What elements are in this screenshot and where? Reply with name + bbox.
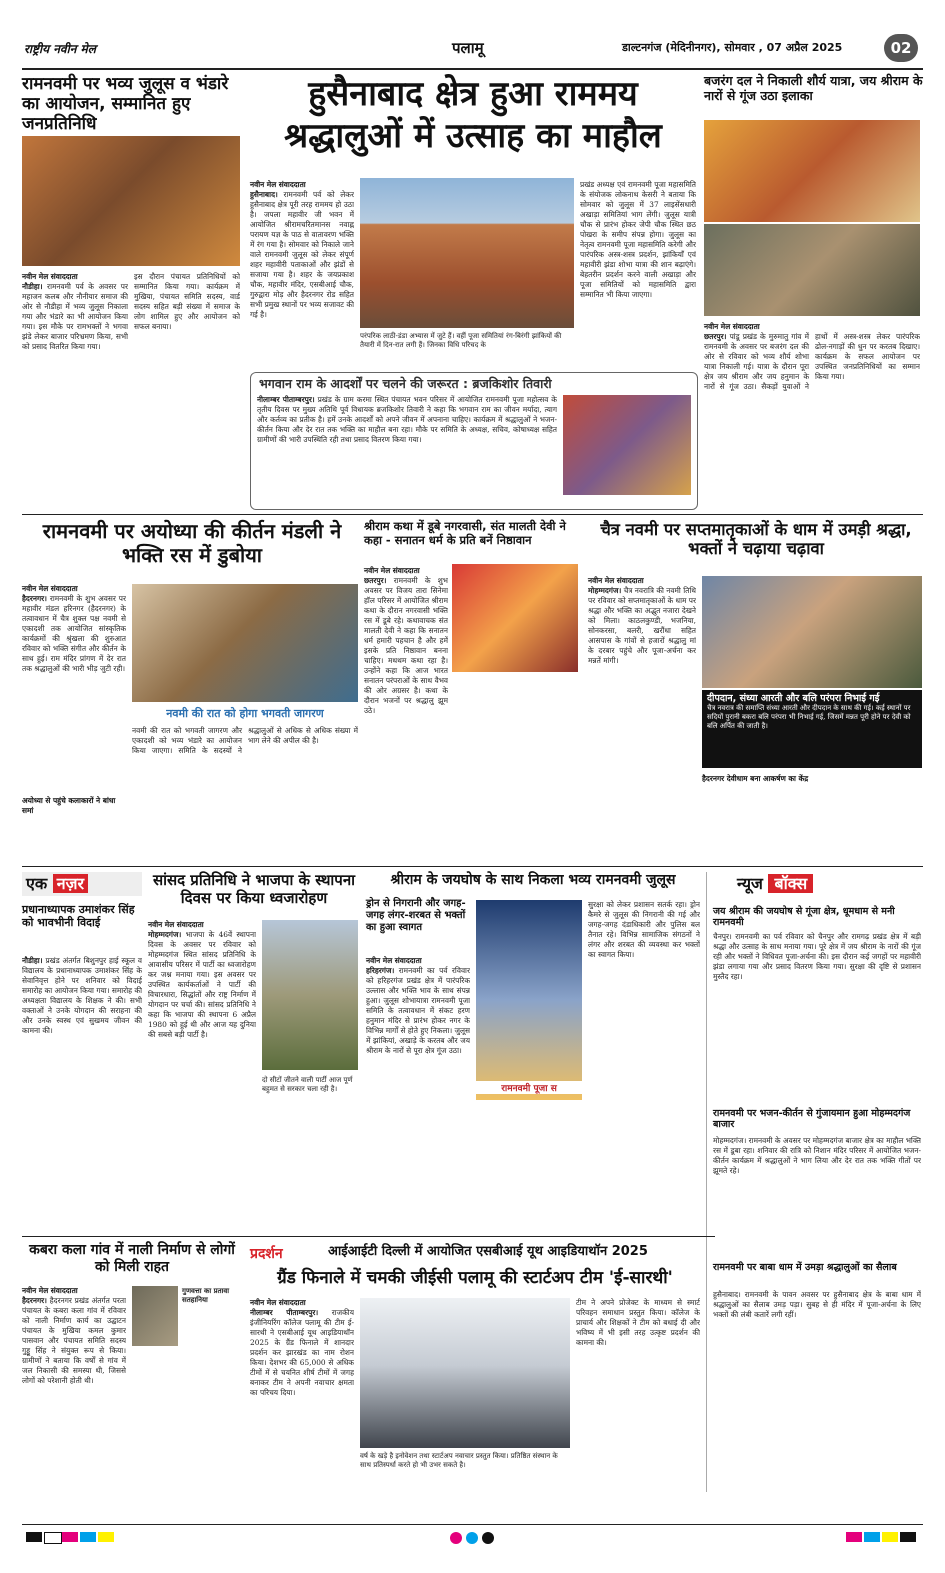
body: छतरपुर। रामनवमी के शुभ अवसर पर विजय तारा सिनेमा हॉल परिसर में आयोजित श्रीराम कथा के दौरान नगरवासी भक्ति रस में डूबे रहे। कथावाचक संत मालती देवी ने कहा कि सनातन धर्म हमारी पहचान है और हमें इसके प्रति निष्ठावान बनना चाहिए। मथथम कथा रहा है। उन्होंने कहा कि आज भारत सनातन परंपराओं के साथ वैभव की ओर अग्रसर है। कथा के दौरान भजनों पर श्रद्धालु झूम उठे।	[364, 576, 448, 715]
program-photo	[563, 395, 691, 495]
body: मोहम्मदगंज। भाजपा के 46वें स्थापना दिवस के अवसर पर रविवार को मोहम्मदगंज स्थित सांसद प्रतिनिधि के आवासीय परिसर में पार्टी का ध्वजारोहण कर जश्न मनाया गया। इस अवसर पर उपस्थित कार्यकर्ताओं ने पार्टी की विचारधारा, सिद्धांतों और राष्ट्र निर्माण में योगदान पर चर्चा की। सांसद प्रतिनिधि ने कहा कि भाजपा की स्थापना 6 अप्रैल 1980 को हुई थी और आज यह दुनिया की सबसे बड़ी पार्टी है।	[148, 930, 256, 1039]
page-number: 02	[884, 34, 918, 62]
registration-mark	[62, 1532, 78, 1542]
sub-heading: हैदरनगर देवीधाम बना आकर्षण का केंद्र	[702, 774, 809, 783]
body-2: नवमी की रात को भगवती जागरण और एकादशी को भव्य भंडारे का आयोजन किया जाएगा। समिति के सदस्यों ने श्रद्धालुओं से अधिक से अधिक संख्या में भाग लेने की अपील की है।	[132, 726, 358, 755]
headline: आईआईटी दिल्ली में आयोजित एसबीआई यूथ आइडियाथॉन 2025	[328, 1244, 648, 1259]
story-pradarshan	[250, 1242, 700, 1512]
story-bjp-sthapna	[148, 872, 360, 1232]
byline: नवीन मेल संवाददाता	[704, 322, 760, 331]
label-news: न्यूज	[737, 874, 763, 893]
news-box	[706, 872, 924, 1492]
headline-2: रामनवमी पर भजन-कीर्तन से गुंजायमान हुआ मोहम्मदगंज बाजार	[713, 1108, 911, 1131]
idol-photo	[476, 900, 582, 1100]
body: हैदरनगर। रामनवमी के शुभ अवसर पर महावीर मंडल हरिनगर (हैदरनगर) के तत्वावधान में चैत्र शुक्ल पक्ष नवमी से एकादशी तक आयोजित सांस्कृतिक कार्यक्रमों की श्रृंखला की शुरुआत रविवार को भक्ति संगीत और कीर्तन के साथ हुई। राम मंदिर प्रांगण में देर रात तक श्रद्धालुओं की भारी भीड़ जुटी रही।	[22, 594, 126, 673]
inset-title: नवमी की रात को होगा भगवती जागरण	[166, 707, 324, 720]
headline: सांसद प्रतिनिधि ने भाजपा के स्थापना दिवस पर किया ध्वजारोहण	[152, 871, 356, 907]
story-kabra-kala	[22, 1242, 242, 1512]
registration-mark	[26, 1532, 42, 1542]
caption-box	[702, 690, 922, 768]
yatra-photo-1	[704, 120, 920, 222]
pradarshan-tag: प्रदर्शन	[250, 1246, 283, 1262]
body-col-2: इस दौरान पंचायत प्रतिनिधियों को सम्मानित किया गया। कार्यक्रम में मुखिया, पंचायत समिति सदस्य, वार्ड सदस्य सहित बड़ी संख्या में समाज के लोग शामिल हुए और आयोजन को सफल बनाया।	[134, 272, 240, 331]
label-ek: एक	[26, 874, 48, 893]
footer-rule	[22, 1524, 923, 1525]
flag-hoisting-photo	[262, 920, 358, 1070]
body-col-1: नौडीहा। रामनवमी पर्व के अवसर पर महाजन कलब और नौनीयार समाज की ओर से नौडीहा में भव्य जुलूस निकाला गया और भंडारे का भी आयोजन किया गया। इस मौके पर रामभक्तों ने भगवा झंडे लेकर बाजार परिभ्रमण किया, सभी को प्रसाद वितरित किया गया।	[22, 282, 128, 351]
story-ramnavami-julus	[366, 872, 700, 1232]
byline: नवीन मेल संवाददाता	[22, 1286, 78, 1295]
team-photo	[360, 1298, 570, 1448]
story-julus-bhandara	[22, 74, 242, 484]
headline: रामनवमी पर अयोध्या की कीर्तन मंडली ने भक्ति रस में डुबोया	[42, 519, 342, 567]
masthead-rule	[22, 68, 923, 70]
body-3: हुसैनाबाद। रामनवमी के पावन अवसर पर हुसैनाबाद क्षेत्र के बाबा धाम में श्रद्धालुओं का सैलाब उमड़ पड़ा। सुबह से ही मंदिर में पूजा-अर्चना के लिए भक्तों की लंबी कतारें लगी रहीं।	[713, 1290, 921, 1319]
body-2: सुरक्षा को लेकर प्रशासन सतर्क रहा। ड्रोन कैमरे से जुलूस की निगरानी की गई और जगह-जगह दंडाधिकारी और पुलिस बल तैनात रहे। विभिन्न सामाजिक संगठनों ने लंगर और शरबत की व्यवस्था कर भक्तों का स्वागत किया।	[588, 900, 700, 959]
body: हरिहरगंज। रामनवमी का पर्व रविवार को हरिहरगंज प्रखंड क्षेत्र में पारंपरिक उल्लास और भक्ति भाव के साथ संपन्न हुआ। जुलूस शोभायात्रा रामनवमी पूजा समिति के तत्वावधान में संकट हरण हनुमान मंदिर से प्रारंभ होकर नगर के विभिन्न मार्गों से होते हुए निकला। जुलूस में झांकियां, अखाड़े के करतब और जय श्रीराम के नारों से पूरा क्षेत्र गूंज उठा।	[366, 966, 470, 1055]
headline: प्रधानाध्यापक उमाशंकर सिंह को भावभीनी विदाई	[22, 903, 135, 929]
byline: नवीन मेल संवाददाता	[22, 272, 78, 281]
registration-mark	[44, 1532, 62, 1544]
sub-heading: अयोध्या से पहुंचे कलाकारों ने बांधा समां	[22, 796, 116, 815]
dateline: डाल्टनगंज (मेदिनीनगर), सोमवार , 07 अप्रैल 2025	[622, 41, 843, 54]
photo-label: रामनवमी पूजा स	[476, 1081, 582, 1094]
body: छतरपुर। पांडू प्रखंड के मुरुमातु गांव में रामनवमी के अवसर पर बजरंग दल की ओर से रविवार को भव्य शौर्य शोभा यात्रा निकाली गई। यात्रा के दौरान पूरा क्षेत्र जय श्रीराम और जय हनुमान के नारों से गूंज उठा। सैकड़ों युवाओं ने हाथों में अस्त्र-शस्त्र लेकर पारंपरिक ढोल-नगाड़ों की धुन पर करतब दिखाए। कार्यक्रम के सफल आयोजन पर उपस्थित जनप्रतिनिधियों का सम्मान किया गया।	[704, 332, 920, 391]
photo-caption: परंपरिक लाठी-डंडा अभ्यास में जुटे हैं। वहीं पूजा समितियां रंग-बिरंगी झांकियों की तैयारी में दिन-रात लगी हैं। जिनका विधि परिचद के	[360, 332, 562, 350]
katha-photo	[452, 564, 578, 672]
body-2: टीम ने अपने प्रोजेक्ट के माध्यम से स्मार्ट परिवहन समाधान प्रस्तुत किया। कॉलेज के प्राचार्य और शिक्षकों ने टीम को बधाई दी और भविष्य में भी इसी तरह उत्कृष्ट प्रदर्शन की कामना की।	[576, 1298, 700, 1347]
registration-mark	[98, 1532, 114, 1542]
byline: नवीन मेल संवाददाता	[366, 956, 422, 965]
registration-mark	[466, 1532, 478, 1544]
headline: भगवान राम के आदर्शों पर चलने की जरूरत : ब्रजकिशोर तिवारी	[259, 376, 552, 391]
headline: श्रीराम के जयघोष के साथ निकला भव्य रामनवमी जुलूस	[390, 872, 676, 888]
body: नीलाम्बर पीताम्बरपुर। प्रखंड के ग्राम करमा स्थित पंचायत भवन परिसर में आयोजित रामनवमी पूजा महोत्सव के तृतीय दिवस पर मुख्य अतिथि पूर्व विधायक ब्रजकिशोर तिवारी ने कहा कि भगवान राम का जीवन मर्यादा, त्याग और कर्तव्य का प्रतीक है। हमें उनके आदर्शों को अपने जीवन में अपनाना चाहिए। कार्यक्रम में श्रद्धालुओं ने भजन-कीर्तन किया और देर रात तक भक्ति का माहौल बना रहा। मौके पर समिति के अध्यक्ष, सचिव, कोषाध्यक्ष सहित ग्रामीणों की भारी उपस्थिति रही तथा प्रसाद वितरण किया गया।	[257, 395, 557, 444]
paper-name: राष्ट्रीय नवीन मेल	[24, 42, 96, 56]
story-husainabad	[250, 74, 696, 370]
news-box-label	[737, 872, 917, 896]
ek-nazar-label	[22, 872, 142, 896]
registration-mark	[864, 1532, 880, 1542]
body-b: प्रखंड अध्यक्ष एवं रामनवमी पूजा महासमिति के संयोजक लोकनाथ केसरी ने बताया कि सोमवार को जुलूस में 37 लाइसेंसधारी अखाड़ा समितियां भाग लेंगी। जुलूस यात्री चौक से प्रारंभ होकर जेपी चौक स्थित छठ पोखरा के समीप संपन्न होगा। जुलूस का नेतृत्व रामनवमी पूजा महासमिति करेगी और पारंपरिक अस्त्र-शस्त्र प्रदर्शन, झांकियाँ एवं महावीरी झंडा शोभा यात्रा की शान बढ़ाएंगे। बेहतरीन प्रदर्शन करने वाली अखाड़ा और पूजा समितियों को महासमिति द्वारा सम्मानित भी किया जाएगा।	[580, 180, 696, 299]
kirtan-photo	[132, 584, 358, 702]
headline-1: जय श्रीराम की जयघोष से गूंजा क्षेत्र, धूमधाम से मनी रामनवमी	[713, 906, 895, 929]
byline: नवीन मेल संवाददाता	[364, 566, 420, 575]
headline-line-1: हुसैनाबाद क्षेत्र हुआ राममय	[308, 74, 638, 114]
byline: नवीन मेल संवाददाता	[22, 584, 78, 593]
label-nazar: नज़र	[53, 874, 88, 893]
caption-title: दीपदान, संध्या आरती और बलि परंपरा निभाई गई	[707, 693, 880, 704]
headline: श्रीराम कथा में डूबे नगरवासी, संत मालती देवी ने कहा - सनातन धर्म के प्रति बनें निष्ठावान	[364, 519, 566, 547]
headline-2: ग्रैंड फिनाले में चमकी जीईसी पलामू की स्टार्टअप टीम 'ई-सारथी'	[277, 1268, 673, 1288]
byline: नवीन मेल संवाददाता	[250, 180, 306, 189]
photo-caption: दो सीटों जीतने वाली पार्टी आज पूर्ण बहुमत से सरकार चला रही है।	[262, 1076, 353, 1094]
story-bajrang-dal	[704, 74, 924, 514]
headline-3: रामनवमी पर बाबा धाम में उमड़ा श्रद्धालुओं का सैलाब	[713, 1262, 897, 1273]
headline-line-2: श्रद्धालुओं में उत्साह का माहौल	[284, 116, 662, 157]
sub-heading: ड्रोन से निगरानी और जगह-जगह लंगर-शरबत से भक्तों का हुआ स्वागत	[366, 898, 466, 933]
registration-mark	[80, 1532, 96, 1542]
yatra-photo-2	[704, 224, 920, 316]
registration-mark	[450, 1532, 462, 1544]
ek-nazar-column	[22, 872, 142, 1232]
body-a: हुसैनाबाद। रामनवमी पर्व को लेकर हुसैनाबाद क्षेत्र पूरी तरह राममय हो उठा है। जपला महावीर जी भवन में आयोजित श्रीरामचरितमानस नवाह्न परायण यज्ञ के पाठ से वातावरण भक्ति में रंग गया है। सोमवार को निकाले जाने वाले रामनवमी जुलूस को लेकर संपूर्ण शहर महावीरी पताकाओं और झंडों से सजाया गया है। शहर के जयप्रकाश चौक, महावीर मंदिर, एसबीआई चौक, गुरुद्वारा मोड़ और हैदरनगर रोड सहित सभी प्रमुख स्थानों पर भव्य सजावट की गई है।	[250, 190, 354, 319]
headline: बजरंग दल ने निकाली शौर्य यात्रा, जय श्रीराम के नारों से गूंज उठा इलाका	[704, 73, 923, 103]
label-box: बॉक्स	[768, 874, 813, 893]
section-title: पलामू	[452, 39, 484, 57]
headline: रामनवमी पर भव्य जुलूस व भंडारे का आयोजन, सम्मानित हुए जनप्रतिनिधि	[22, 74, 229, 135]
headline: कबरा कला गांव में नाली निर्माण से लोगों को मिली राहत	[29, 1242, 235, 1275]
registration-mark	[882, 1532, 898, 1542]
drain-photo	[132, 1286, 178, 1346]
headline: चैत्र नवमी पर सप्तमातृकाओं के धाम में उमड़ी श्रद्धा, भक्तों ने चढ़ाया चढ़ावा	[600, 520, 912, 559]
body: हैदरनगर। हैदरनगर प्रखंड अंतर्गत परता पंचायत के कबरा कला गांव में रविवार को नाली निर्माण कार्य का उद्घाटन पंचायत के मुखिया कमल कुमार पासवान और पंचायत समिति सदस्य गुड्डू सिंह ने संयुक्त रूप से किया। ग्रामीणों ने बताया कि वर्षों से गांव में जल निकासी की समस्या थी, जिससे लोगों को परेशानी होती थी।	[22, 1296, 126, 1385]
body-1: चैनपुर। रामनवमी का पर्व रविवार को चैनपुर और रामगढ़ प्रखंड क्षेत्र में बड़ी श्रद्धा और उत्साह के साथ मनाया गया। पूरे क्षेत्र में जय श्रीराम के नारों की गूंज रही और भक्तों ने विधिवत पूजा-अर्चना की। इस दौरान कई जगहों पर महावीरी झंडा लगाया गया और प्रसाद वितरण किया गया। सुरक्षा की दृष्टि से प्रशासन मुस्तैद रहा।	[713, 932, 921, 981]
body: मोहम्मदगंज। चैत्र नवरात्रि की नवमी तिथि पर रविवार को सप्तमातृकाओं के धाम पर श्रद्धा और भक्ति का अद्भुत नजारा देखने को मिला। काठलकुण्डी, भजनिया, सोनकरसा, बलरी, खरौंधा सहित आसपास के गांवों से हजारों श्रद्धालु मां के दरबार पहुंचे और पूजा-अर्चना कर मन्नतें मांगी।	[588, 586, 696, 665]
byline: नवीन मेल संवाददाता	[148, 920, 204, 929]
byline: नवीन मेल संवाददाता	[250, 1298, 306, 1307]
story-ayodhya-kirtan	[22, 520, 362, 860]
registration-mark	[846, 1532, 862, 1542]
story-chaitra-navami	[588, 520, 924, 860]
masthead	[22, 34, 923, 66]
registration-mark	[900, 1532, 916, 1542]
caption-body: चैत्र नवरात्र की समाप्ति संध्या आरती और दीपदान के साथ की गई। कई स्थानों पर सदियों पुरानी बकरा बलि परंपरा भी निभाई गई, जिसमें मन्नत पूरी होने पर देवी को बलि अर्पित की जाती है।	[707, 704, 911, 731]
photo-caption: गुणवत्ता का प्रतावा सतहानिया	[182, 1286, 230, 1305]
story-bhagwan-ram-box	[250, 372, 698, 510]
temple-photo	[360, 178, 574, 328]
story-shriram-katha	[364, 520, 580, 860]
photo-caption: वर्ष के खड़े है इनोवेशन तथा स्टार्टअप नवाचार प्रस्तुत किया। प्रतिष्ठित संस्थान के साथ प्रतिस्पर्धा करते हो भी उभर सकते है।	[360, 1452, 558, 1470]
byline: नवीन मेल संवाददाता	[588, 576, 644, 585]
devi-dham-photo	[702, 576, 922, 688]
body: नीलाम्बर पीताम्बरपुर। राजकीय इंजीनियरिंग कॉलेज पलामू की टीम ई-सारथी ने एसबीआई यूथ आइडियाथॉन 2025 के ग्रैंड फिनाले में शानदार प्रदर्शन कर झारखंड का नाम रोशन किया। देशभर की 65,000 से अधिक टीमों में से चयनित शीर्ष टीमों में जगह बनाकर टीम ने अपनी नवाचार क्षमता का परिचय दिया।	[250, 1308, 354, 1397]
body-2: मोहम्मदगंज। रामनवमी के अवसर पर मोहम्मदगंज बाजार क्षेत्र का माहौल भक्ति रस में डूबा रहा। शनिवार की रात्रि को निशान मंदिर परिसर में आयोजित भजन-कीर्तन कार्यक्रम में श्रद्धालुओं ने भाग लिया और देर रात तक भक्ति गीतों पर झूमते रहे।	[713, 1136, 921, 1175]
body: नौडीहा। प्रखंड अंतर्गत बिशुनपुर हाई स्कूल व विद्यालय के प्रधानाध्यापक उमाशंकर सिंह के सेवानिवृत्त होने पर शनिवार को विदाई समारोह का आयोजन किया गया। समारोह की अध्यक्षता विद्यालय के शिक्षक ने की। सभी वक्ताओं ने उनके योगदान की सराहना की और उनके स्वस्थ एवं सुखमय जीवन की कामना की।	[22, 956, 142, 1035]
registration-mark	[482, 1532, 494, 1544]
crowd-photo	[22, 136, 240, 266]
